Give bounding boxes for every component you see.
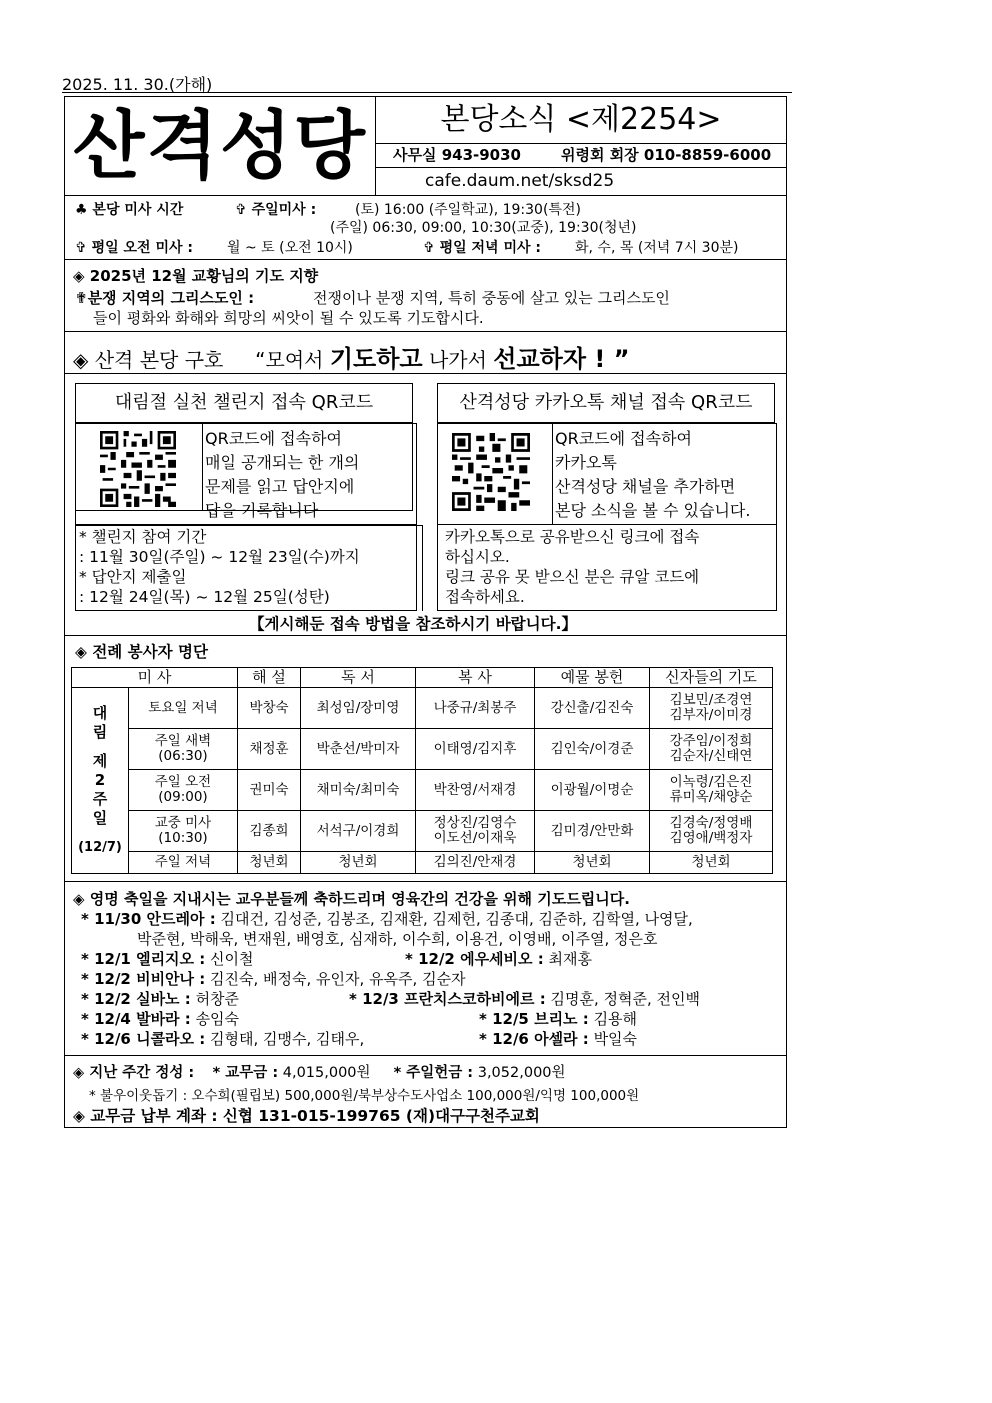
feast-line: * 12/6 니콜라오 : 김형태, 김맹수, 김태우, [81,1030,365,1048]
servers-heading: ◈ 전례 봉사자 명단 [75,643,208,661]
divider [65,1055,786,1056]
pope-prayer-heading: ◈ 2025년 12월 교황님의 기도 지향 [73,267,319,285]
col-header-prayer: 신자들의 기도 [650,668,773,688]
feast-line: * 11/30 안드레아 : 김대건, 김성준, 김봉조, 김재환, 김제헌, 김종대, 김준하, 김학열, 나영달, [81,910,693,928]
parish-name: 산격성당 [65,97,376,195]
col-header-mass: 미 사 [72,668,238,688]
parish-slogan: ◈ 산격 본당 구호 “모여서 기도하고 나가서 선교하자 ! ” [73,345,630,373]
table-row: 주일 새벽 (06:30) 채정훈 박춘선/박미자 이태영/김지후 김인숙/이경준 강주임/이정희 김순자/신태연 [72,729,773,770]
feast-line: * 12/3 프란치스코하비에르 : 김명훈, 정혁준, 전인백 [349,990,700,1008]
feasts-heading: ◈ 영명 축일을 지내시는 교우분들께 축하드리며 영육간의 건강을 위해 기도드립니다. [73,890,630,908]
col-header-offering: 예물 봉헌 [535,668,650,688]
cafe-url[interactable]: cafe.daum.net/sksd25 [425,171,615,191]
pope-prayer-line2: 들이 평화와 화해와 희망의 씨앗이 될 수 있도록 기도합시다. [93,309,484,327]
feast-line: * 12/6 아셀라 : 박일숙 [479,1030,638,1048]
pope-prayer-line1: 전쟁이나 분쟁 지역, 특히 중동에 살고 있는 그리스도인 [313,289,670,307]
contact-info [375,143,787,168]
qr-right-title: 산격성당 카카오톡 채널 접속 QR코드 [437,383,775,423]
table-row: 주일 오전 (09:00) 권미숙 채미숙/최미숙 박찬영/서재경 이광월/이명순 이녹령/김은진 류미옥/채양순 [72,770,773,811]
feast-line: * 12/2 비비안나 : 김진숙, 배정숙, 유인자, 유옥주, 김순자 [81,970,466,988]
sunday-mass-line2: (주일) 06:30, 09:00, 10:30(교중), 19:30(청년) [330,220,637,236]
divider [65,635,786,636]
weekday-evening-label: ✞ 평일 저녁 미사 : [423,240,541,256]
donation-line: * 불우이웃돕기 : 오수희(필립보) 500,000원/북부상수도사업소 100,000원/익명 100,000원 [89,1088,640,1104]
divider [65,259,786,260]
qr-code-icon[interactable] [445,433,537,511]
divider [65,373,786,374]
feast-line: * 12/5 브리노 : 김용해 [479,1010,638,1028]
col-header-reading: 독 서 [301,668,416,688]
weekday-morning-value: 월 ~ 토 (오전 10시) [227,240,353,256]
bulletin-sheet [64,96,787,1128]
offering-summary: ◈ 지난 주간 정성 : * 교무금 : 4,015,000원 * 주일헌금 : 3,052,000원 [73,1065,566,1081]
col-header-altar: 복 사 [416,668,535,688]
mass-heading: ♣ 본당 미사 시간 [75,202,184,218]
date-underline [62,92,792,93]
pope-prayer-subject: ✟분쟁 지역의 그리스도인 : [75,289,255,307]
table-row: 대 림 제 2 주 일 (12/7) 토요일 저녁 박창숙 최성임/장미영 나중규/최봉주 강신출/김진숙 김보민/조경연 김부자/이미경 [72,688,773,729]
qr-left-notes: * 챌린지 참여 기간 : 11월 30일(주일) ~ 12월 23일(수)까지 * 답안지 제출일 : 12월 24일(목) ~ 12월 25일(성탄) [79,528,360,606]
feast-line: * 12/1 엘리지오 : 신이철 [81,950,254,968]
feast-line: * 12/2 실바노 : 허창준 [81,990,240,1008]
bulletin-title: 본당소식 <제2254> [375,97,787,144]
feast-line: * 12/2 에우세비오 : 최재홍 [405,950,593,968]
qr-left-title: 대림절 실천 챌린지 접속 QR코드 [75,383,413,423]
weekday-morning-label: ✞ 평일 오전 미사 : [75,240,193,256]
qr-left-outer [75,423,417,611]
divider [65,331,786,332]
bulletin-date: 2025. 11. 30.(가해) [62,75,213,94]
divider [65,881,786,882]
office-phone: 사무실 943-9030 [393,146,521,164]
servers-table [71,667,773,874]
feast-line: 박준현, 박해욱, 변재원, 배영호, 심재하, 이수희, 이용건, 이영배, 이주열, 정은호 [137,930,658,948]
weekday-evening-value: 화, 수, 목 (저녁 7시 30분) [575,240,739,256]
sunday-mass-label: ✞ 주일미사 : [235,202,317,218]
table-row: 교중 미사 (10:30) 김종희 서석구/이경희 정상진/김영수 이도선/이재욱 김미경/안만화 김경숙/정영배 김영애/백정자 [72,811,773,852]
qr-footer-note: 【게시해둔 접속 방법을 참조하시기 바랍니다.】 [249,615,577,633]
sunday-mass-line1: (토) 16:00 (주일학교), 19:30(특전) [355,202,581,218]
council-phone: 위령회 회장 010-8859-6000 [561,146,772,164]
divider [65,195,786,196]
account-line: ◈ 교무금 납부 계좌 : 신협 131-015-199765 (재)대구구천주교회 [73,1107,540,1125]
qr-right-desc: QR코드에 접속하여 카카오톡 산격성당 채널을 추가하면 본당 소식을 볼 수 있습니다. [555,429,751,520]
week-label: 대 림 제 2 주 일 (12/7) [72,688,129,874]
feast-line: * 12/4 발바라 : 송임숙 [81,1010,240,1028]
table-row: 주일 저녁 청년회 청년회 김의진/안재경 청년회 청년회 [72,852,773,874]
qr-left-desc: QR코드에 접속하여 매일 공개되는 한 개의 문제를 읽고 답안지에 답을 기록합니다 [205,429,360,520]
qr-right-notes: 카카오톡으로 공유받으신 링크에 접속 하십시오. 링크 공유 못 받으신 분은 큐알 코드에 접속하세요. [445,528,700,606]
col-header-commentator: 해 설 [238,668,301,688]
